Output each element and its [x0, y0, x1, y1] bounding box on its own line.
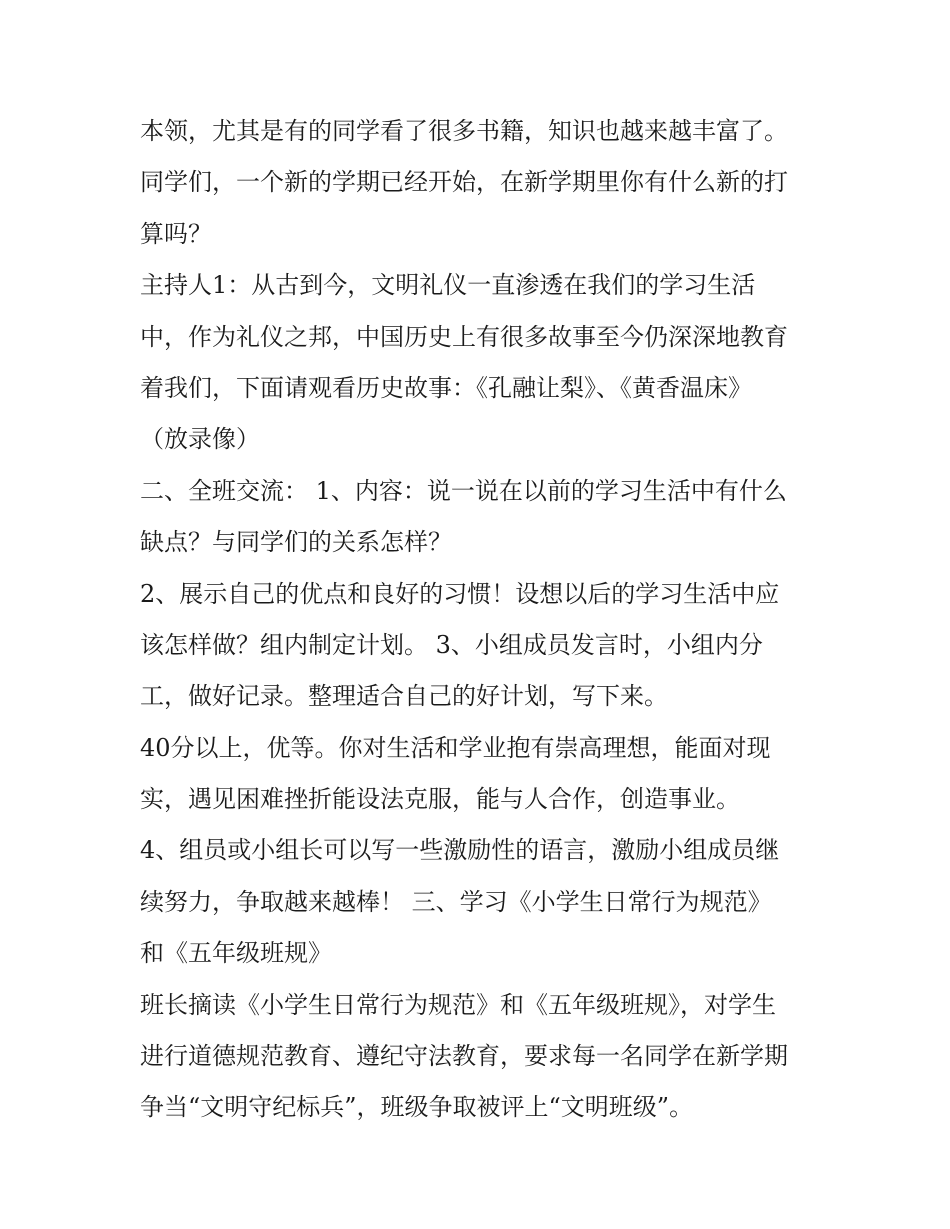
text-line: 2、展示自己的优点和良好的习惯！设想以后的学习生活中应 — [140, 579, 780, 608]
text-line: 二、全班交流： 1、内容：说一说在以前的学习生活中有什么 — [140, 476, 787, 505]
text-line: 进行道德规范教育、遵纪守法教育，要求每一名同学在新学期 — [140, 1042, 788, 1071]
text-line: 续努力，争取越来越棒！ 三、学习《小学生日常行为规范》 — [140, 887, 772, 916]
text-line: 着我们，下面请观看历史故事：《孔融让梨》、《黄香温床》 — [140, 373, 752, 402]
text-line: 缺点？与同学们的关系怎样？ — [140, 528, 452, 557]
text-line: 该怎样做？组内制定计划。 3、小组成员发言时，小组内分 — [140, 630, 763, 659]
text-line: 和《五年级班规》 — [140, 939, 332, 968]
text-line: 40分以上，优等。你对生活和学业抱有崇高理想，能面对现 — [140, 733, 771, 762]
text-line: 中，作为礼仪之邦，中国历史上有很多故事至今仍深深地教育 — [140, 322, 788, 351]
text-line: 算吗？ — [140, 219, 212, 248]
document-body — [140, 106, 830, 1134]
text-line: 班长摘读《小学生日常行为规范》和《五年级班规》，对学生 — [140, 990, 776, 1019]
text-line: 实，遇见困难挫折能设法克服，能与人合作，创造事业。 — [140, 785, 740, 814]
text-line: 主持人1：从古到今，文明礼仪一直渗透在我们的学习生活 — [140, 271, 756, 300]
text-line: 工，做好记录。整理适合自己的好计划，写下来。 — [140, 682, 668, 711]
text-line: 争当“文明守纪标兵”，班级争取被评上“文明班级”。 — [140, 1093, 694, 1122]
text-line: 同学们，一个新的学期已经开始，在新学期里你有什么新的打 — [140, 168, 788, 197]
text-line: 4、组员或小组长可以写一些激励性的语言，激励小组成员继 — [140, 836, 780, 865]
text-line: （放录像） — [140, 425, 260, 454]
text-line: 本领，尤其是有的同学看了很多书籍，知识也越来越丰富了。 — [140, 117, 788, 145]
